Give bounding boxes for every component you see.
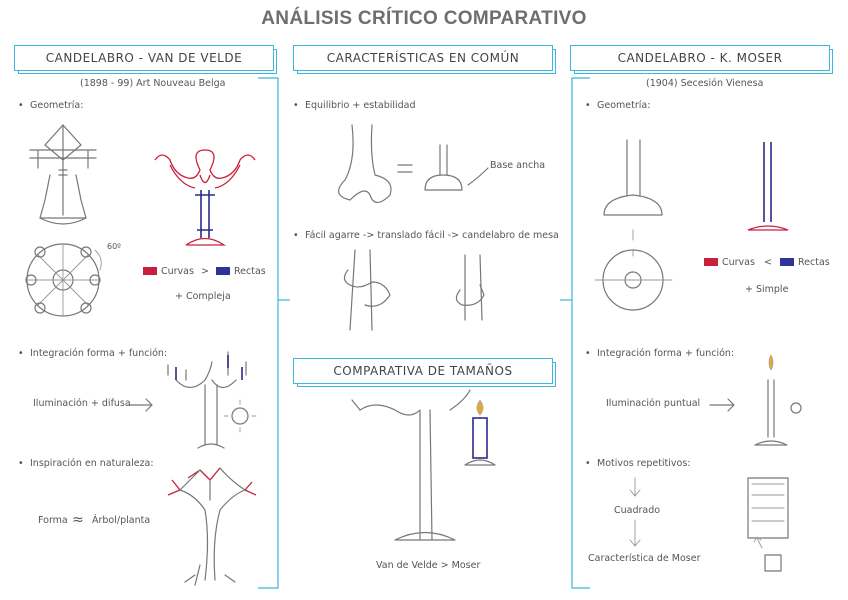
curves-label: Curvas: [161, 266, 194, 277]
straight-label: Rectas: [234, 266, 266, 277]
center-header-label: CARACTERÍSTICAS EN COMÚN: [326, 51, 520, 65]
right-integration-label: • Integración forma + función:: [597, 348, 734, 359]
right-lighting-label: Iluminación puntual: [606, 398, 701, 409]
inspiration-label: • Inspiración en naturaleza:: [30, 458, 154, 469]
right-subtitle: (1904) Secesión Vienesa: [646, 78, 764, 89]
square-label: Cuadrado: [614, 505, 661, 516]
base-label: Base ancha: [490, 160, 546, 171]
tree-label: Árbol/planta: [92, 515, 151, 526]
trait-label: Característica de Moser: [588, 553, 701, 564]
form-label: Forma: [38, 515, 68, 526]
sizes-caption: Van de Velde > Moser: [376, 560, 481, 571]
left-geometry-label: • Geometría:: [30, 100, 83, 111]
compare-op: >: [201, 266, 209, 277]
right-geometry-label: • Geometría:: [597, 100, 650, 111]
page-title: ANÁLISIS CRÍTICO COMPARATIVO: [261, 8, 587, 29]
balance-label: • Equilibrio + estabilidad: [305, 100, 416, 111]
left-lighting-label: Iluminación + difusa: [33, 398, 131, 409]
left-header-label: CANDELABRO - VAN DE VELDE: [45, 51, 243, 65]
left-subtitle: (1898 - 99) Art Nouveau Belga: [80, 78, 226, 89]
motifs-label: • Motivos repetitivos:: [597, 458, 691, 469]
simplicity-note: + Simple: [745, 284, 789, 295]
grip-label: • Fácil agarre -> translado fácil -> candelabro de mesa: [305, 230, 559, 241]
approx-sign: ≈: [72, 512, 84, 528]
right-straight-label: Rectas: [798, 257, 830, 268]
right-compare-op: <: [764, 257, 772, 268]
sizes-header-label: COMPARATIVA DE TAMAÑOS: [333, 364, 513, 378]
right-curves-label: Curvas: [722, 257, 755, 268]
angle-label: 60º: [107, 242, 121, 251]
complexity-note: + Compleja: [175, 291, 231, 302]
right-header-label: CANDELABRO - K. MOSER: [617, 51, 783, 65]
left-integration-label: • Integración forma + función:: [30, 348, 167, 359]
